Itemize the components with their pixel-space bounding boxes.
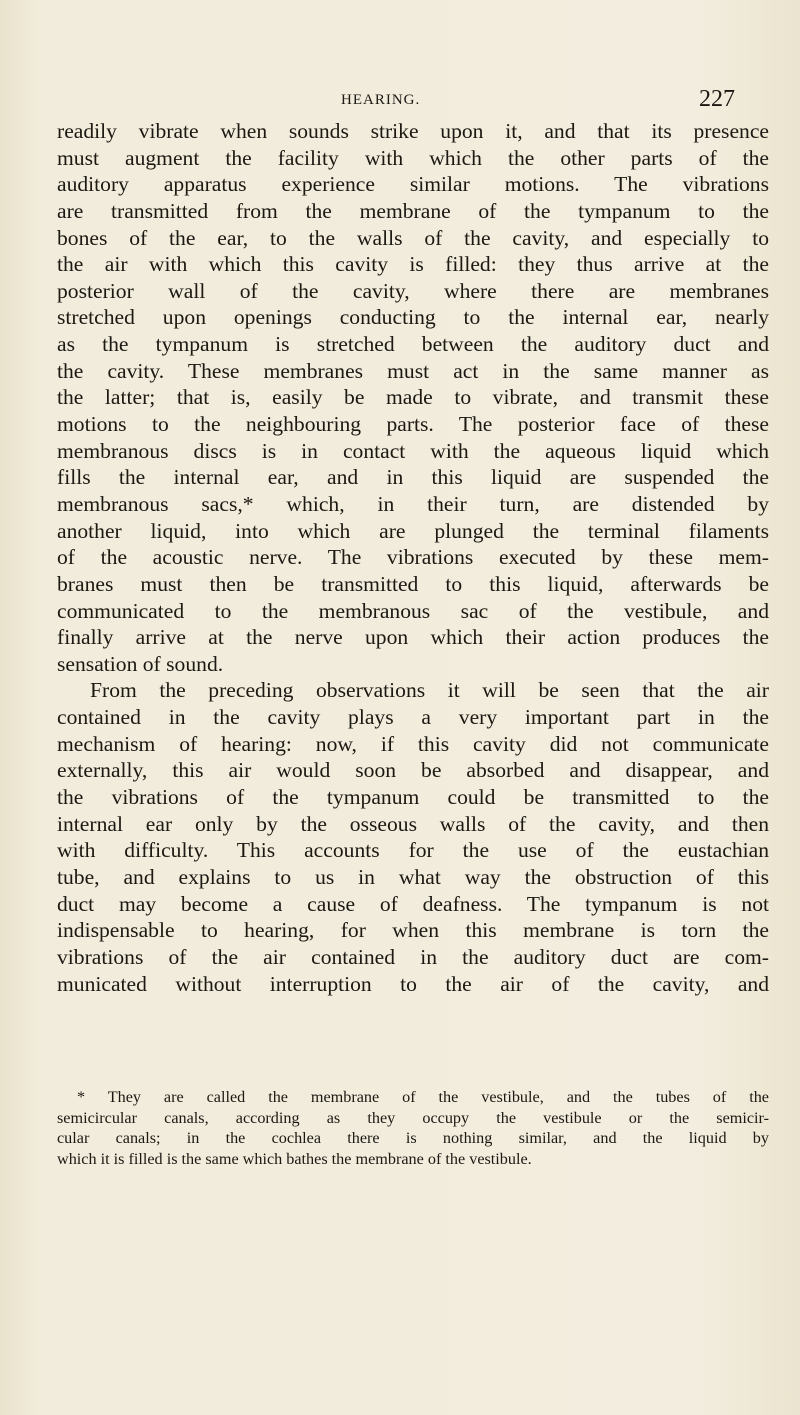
text-line: with difficulty. This accounts for the use of the eustachian <box>57 838 769 863</box>
text-line: branes must then be transmitted to this liquid, afterwards be <box>57 571 769 596</box>
text-line: must augment the facility with which the other parts of the <box>57 145 769 170</box>
text-line: another liquid, into which are plunged the terminal filaments <box>57 518 769 543</box>
text-line: of the acoustic nerve. The vibrations executed by these mem- <box>57 545 769 570</box>
running-head: HEARING. <box>341 92 421 108</box>
text-line: readily vibrate when sounds strike upon it, and that its presence <box>57 119 769 143</box>
text-line: as the tympanum is stretched between the auditory duct and <box>57 332 769 357</box>
text-line: mechanism of hearing: now, if this cavity did not communicate <box>57 731 769 756</box>
text-line: membranous sacs,* which, in their turn, are distended by <box>57 491 769 516</box>
text-line: indispensable to hearing, for when this membrane is torn the <box>57 918 769 943</box>
text-line: externally, this air would soon be absorbed and disappear, and <box>57 758 769 783</box>
footnote <box>57 1087 769 1169</box>
text-line: From the preceding observations it will be seen that the air <box>90 678 769 703</box>
footnote-line: * They are called the membrane of the vestibule, and the tubes of the <box>77 1088 769 1106</box>
main-text <box>57 118 769 997</box>
text-line: stretched upon openings conducting to the internal ear, nearly <box>57 305 769 330</box>
text-line: the latter; that is, easily be made to vibrate, and transmit these <box>57 385 769 410</box>
text-line: municated without interruption to the air of the cavity, and <box>57 971 769 996</box>
footnote-line: which it is filled is the same which bathes the membrane of the vestibule. <box>57 1149 532 1168</box>
text-line: the vibrations of the tympanum could be transmitted to the <box>57 785 769 810</box>
text-line: duct may become a cause of deafness. The tympanum is not <box>57 891 769 916</box>
text-line: motions to the neighbouring parts. The posterior face of these <box>57 412 769 437</box>
text-line: communicated to the membranous sac of the vestibule, and <box>57 598 769 623</box>
page-number: 227 <box>699 86 735 112</box>
text-line: vibrations of the air contained in the auditory duct are com- <box>57 944 769 969</box>
text-line: bones of the ear, to the walls of the cavity, and especially to <box>57 225 769 250</box>
page-header <box>0 88 800 118</box>
text-line: internal ear only by the osseous walls of the cavity, and then <box>57 811 769 836</box>
text-line: tube, and explains to us in what way the obstruction of this <box>57 864 769 889</box>
text-line: auditory apparatus experience similar motions. The vibrations <box>57 172 769 197</box>
text-line: contained in the cavity plays a very important part in the <box>57 705 769 730</box>
text-line: finally arrive at the nerve upon which their action produces the <box>57 625 769 650</box>
footnote-line: semicircular canals, according as they occupy the vestibule or the semicir- <box>57 1108 769 1127</box>
text-line: the air with which this cavity is filled: they thus arrive at the <box>57 252 769 277</box>
text-line: fills the internal ear, and in this liquid are suspended the <box>57 465 769 490</box>
footnote-line: cular canals; in the cochlea there is nothing similar, and the liquid by <box>57 1129 769 1147</box>
text-line: sensation of sound. <box>57 651 224 676</box>
text-line: the cavity. These membranes must act in the same manner as <box>57 358 769 383</box>
text-line: membranous discs is in contact with the aqueous liquid which <box>57 438 769 463</box>
text-line: are transmitted from the membrane of the tympanum to the <box>57 198 769 223</box>
text-line: posterior wall of the cavity, where there are membranes <box>57 278 769 303</box>
